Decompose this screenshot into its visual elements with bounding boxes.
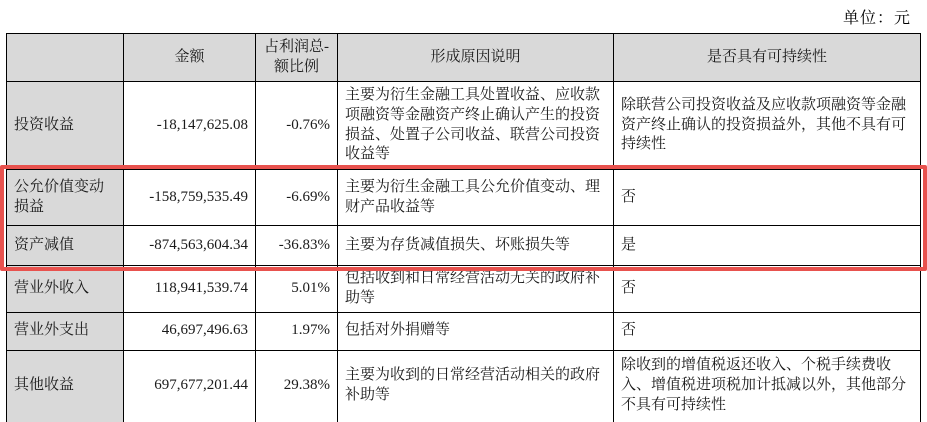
row-amount-value: 118,941,539.74 [124,266,256,313]
row-sustainability-text: 除收到的增值税返还收入、个税手续费收入、增值税进项税加计抵减以外，其他部分不具有可持续性 [614,350,921,422]
table-row [7,82,921,170]
row-reason-text: 包括对外捐赠等 [338,312,614,350]
row-amount-value: 46,697,496.63 [124,312,256,350]
row-amount-value: -158,759,535.49 [124,170,256,226]
row-amount-value: 697,677,201.44 [124,350,256,422]
non-recurring-items-table [6,33,921,422]
table-row [7,350,921,422]
row-amount-value: -874,563,604.34 [124,226,256,266]
row-item-label: 营业外收入 [7,266,124,313]
row-sustainability-text: 否 [614,266,921,313]
header-sustainability: 是否具有可持续性 [614,34,921,82]
header-item [7,34,124,82]
header-reason: 形成原因说明 [338,34,614,82]
row-item-label: 营业外支出 [7,312,124,350]
row-item-label: 资产减值 [7,226,124,266]
row-reason-text: 主要为收到的日常经营活动相关的政府补助等 [338,350,614,422]
row-ratio-value: -0.76% [256,82,338,170]
table-body [7,82,921,422]
row-ratio-value: 5.01% [256,266,338,313]
table-row [7,170,921,226]
row-ratio-value: 1.97% [256,312,338,350]
unit-label: 单位：元 [842,10,911,27]
header-profit-ratio: 占利润总额比例 [256,34,338,82]
row-item-label: 投资收益 [7,82,124,170]
table-row [7,226,921,266]
row-sustainability-text: 是 [614,226,921,266]
row-reason-text: 主要为衍生金融工具公允价值变动、理财产品收益等 [338,170,614,226]
table-row [7,312,921,350]
row-item-label: 公允价值变动损益 [7,170,124,226]
row-ratio-value: 29.38% [256,350,338,422]
row-reason-text: 主要为存货减值损失、坏账损失等 [338,226,614,266]
header-amount: 金额 [124,34,256,82]
row-amount-value: -18,147,625.08 [124,82,256,170]
table-header-row [7,34,921,82]
row-sustainability-text: 否 [614,312,921,350]
row-reason-text: 主要为衍生金融工具处置收益、应收款项融资等金融资产终止确认产生的投资损益、处置子公司收益、联营公司投资收益等 [338,82,614,170]
row-ratio-value: -36.83% [256,226,338,266]
row-sustainability-text: 否 [614,170,921,226]
row-sustainability-text: 除联营公司投资收益及应收款项融资等金融资产终止确认的投资损益外，其他不具有可持续性 [614,82,921,170]
table-row [7,266,921,313]
row-reason-text: 包括收到和日常经营活动无关的政府补助等 [338,266,614,313]
row-item-label: 其他收益 [7,350,124,422]
row-ratio-value: -6.69% [256,170,338,226]
